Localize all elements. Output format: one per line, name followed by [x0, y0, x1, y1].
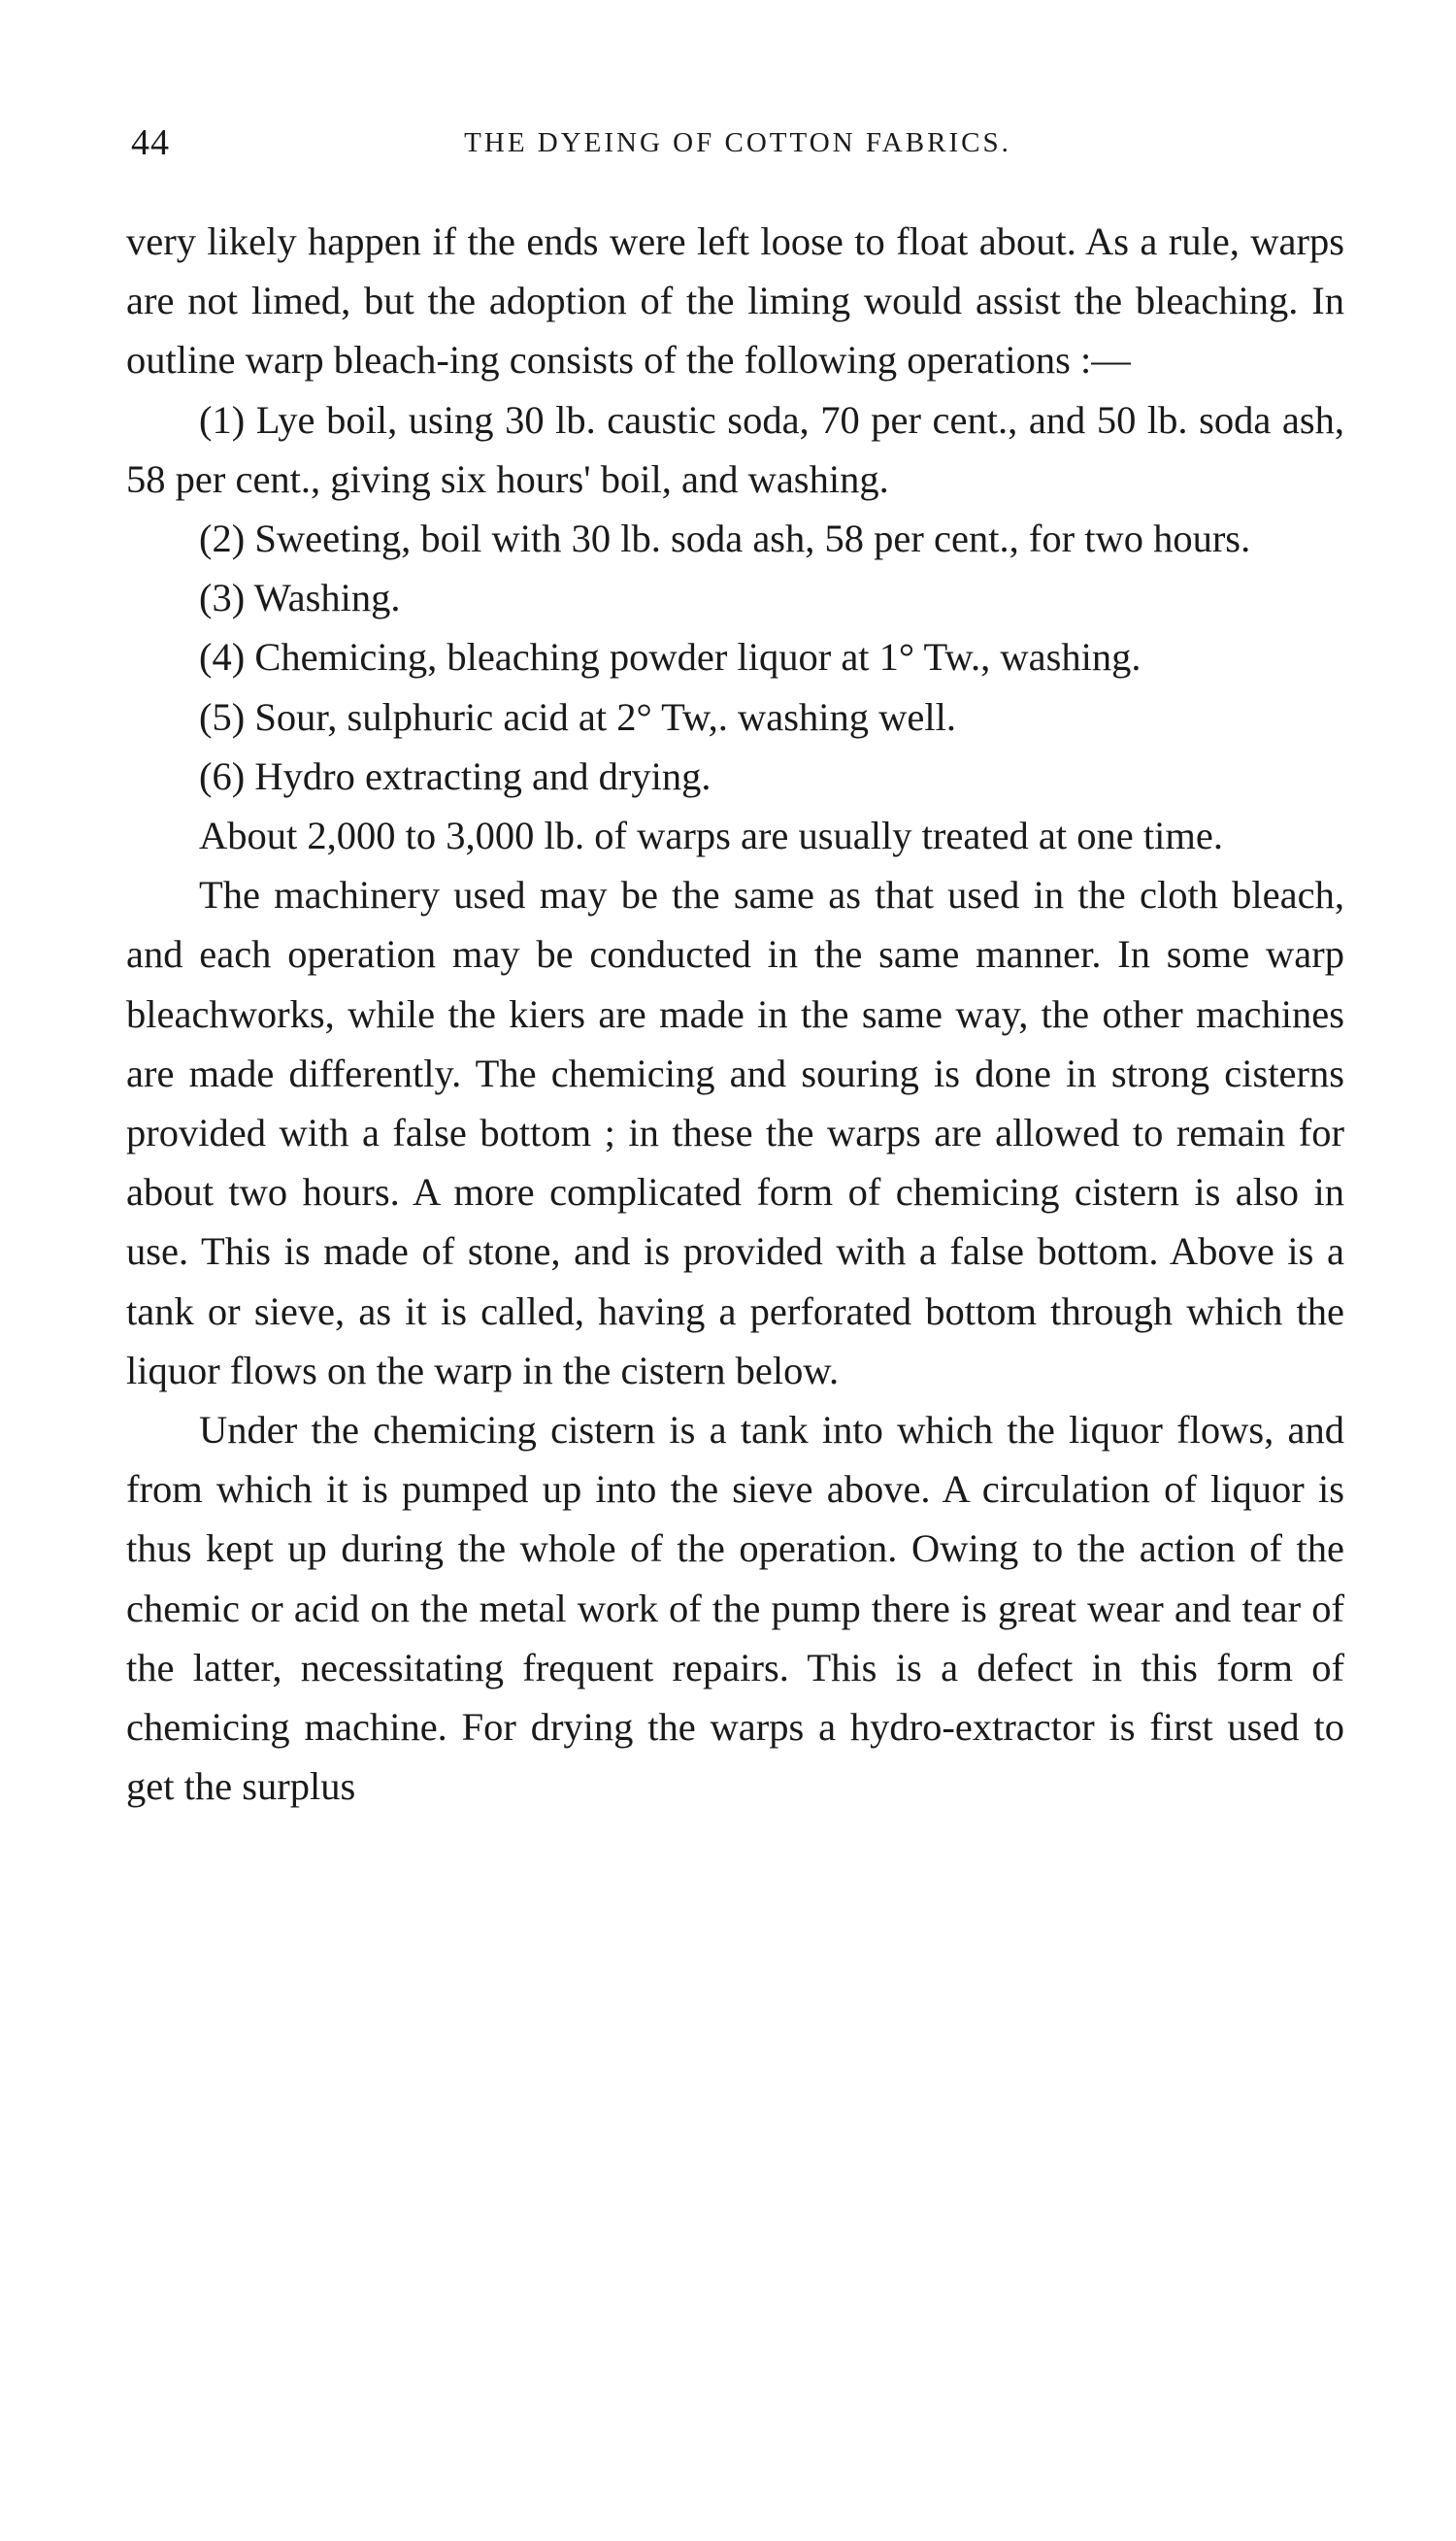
paragraph-quantity: About 2,000 to 3,000 lb. of warps are usually treated at one time. [199, 814, 1223, 858]
operation-item-3: (3) Washing. [199, 576, 401, 620]
page-number: 44 [131, 122, 170, 163]
operation-item-1: (1) Lye boil, using 30 lb. caustic soda, 70 per cent., and 50 lb. soda ash, 58 per cent., giving six hours' boil, and washing. [126, 397, 1344, 501]
body-text [126, 212, 1344, 1816]
paragraph-continuation: very likely happen if the ends were left loose to float about. As a rule, warps are not limed, but the adoption of the liming would assist the bleaching. In outline warp bleach-ing consists of the following operations :— [126, 219, 1344, 383]
running-title: THE DYEING OF COTTON FABRICS. [464, 127, 1011, 158]
operation-item-6: (6) Hydro extracting and drying. [199, 753, 711, 798]
paragraph-machinery: The machinery used may be the same as that used in the cloth bleach, and each operation may be conducted in the same manner. In some warp bleachworks, while the kiers are made in the same way, the other machines are made differently. The chemicing and souring is done in strong cisterns provided with a false bottom ; in these the warps are allowed to remain for about two hours. A more complicated form of chemicing cistern is also in use. This is made of stone, and is provided with a false bottom. Above is a tank or sieve, as it is called, having a perforated bottom through which the liquor flows on the warp in the cistern below. [126, 873, 1344, 1392]
operation-item-5: (5) Sour, sulphuric acid at 2° Tw,. washing well. [199, 694, 956, 739]
operation-item-4: (4) Chemicing, bleaching powder liquor at 1° Tw., washing. [199, 635, 1142, 680]
paragraph-chemicing-cistern: Under the chemicing cistern is a tank into which the liquor flows, and from which it is pumped up into the sieve above. A circulation of liquor is thus kept up during the whole of the operation. Owing to the action of the chemic or acid on the metal work of the pump there is great wear and tear of the latter, necessitating frequent repairs. This is a defect in this form of chemicing machine. For drying the warps a hydro-extractor is first used to get the surplus [126, 1408, 1344, 1809]
page-header [131, 121, 1344, 180]
operation-item-2: (2) Sweeting, boil with 30 lb. soda ash, 58 per cent., for two hours. [199, 517, 1251, 561]
